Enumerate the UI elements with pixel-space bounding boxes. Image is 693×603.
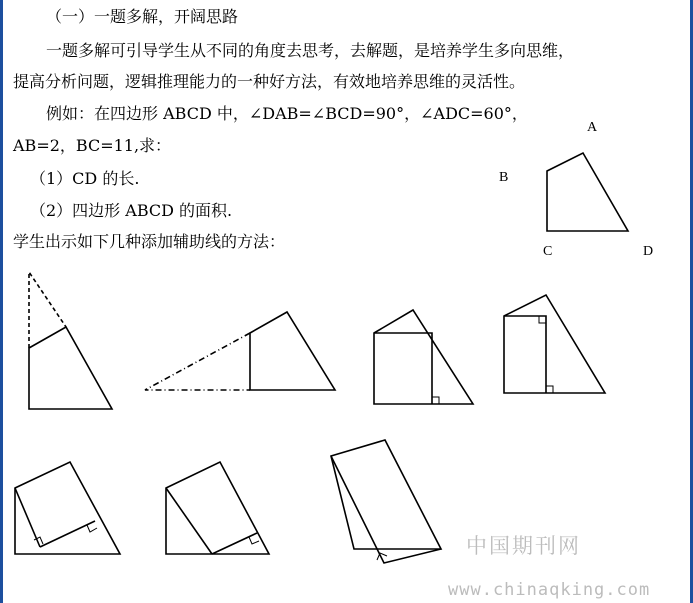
method-7-figure xyxy=(331,440,441,563)
main-quadrilateral-figure xyxy=(547,153,628,231)
label-b: B xyxy=(499,170,509,185)
method-4-figure xyxy=(504,295,605,393)
section-heading: （一）一题多解，开阔思路 xyxy=(46,7,239,26)
watermark-cn: 中国期刊网 xyxy=(466,534,581,558)
method-2-figure xyxy=(145,312,335,390)
paragraph-line-2: 提高分析问题，逻辑推理能力的一种好方法，有效地培养思维的灵活性。 xyxy=(13,72,526,91)
question-2: （2）四边形 ABCD 的面积. xyxy=(30,201,233,220)
paragraph-line-1: 一题多解可引导学生从不同的角度去思考，去解题，是培养学生多向思维， xyxy=(46,41,575,60)
question-1: （1）CD 的长. xyxy=(30,169,140,188)
methods-intro: 学生出示如下几种添加辅助线的方法： xyxy=(13,232,286,251)
example-line-2: AB=2，BC=11,求： xyxy=(13,136,172,155)
label-a: A xyxy=(587,120,598,135)
label-c: C xyxy=(543,244,553,259)
method-1-figure xyxy=(29,272,112,409)
method-6-figure xyxy=(166,462,269,554)
watermark-url: www.chinaqking.com xyxy=(448,580,651,600)
label-d: D xyxy=(643,244,654,259)
method-5-figure xyxy=(15,462,120,554)
example-line-1: 例如：在四边形 ABCD 中，∠DAB=∠BCD=90°，∠ADC=60°， xyxy=(46,104,528,123)
method-3-figure xyxy=(374,310,473,404)
